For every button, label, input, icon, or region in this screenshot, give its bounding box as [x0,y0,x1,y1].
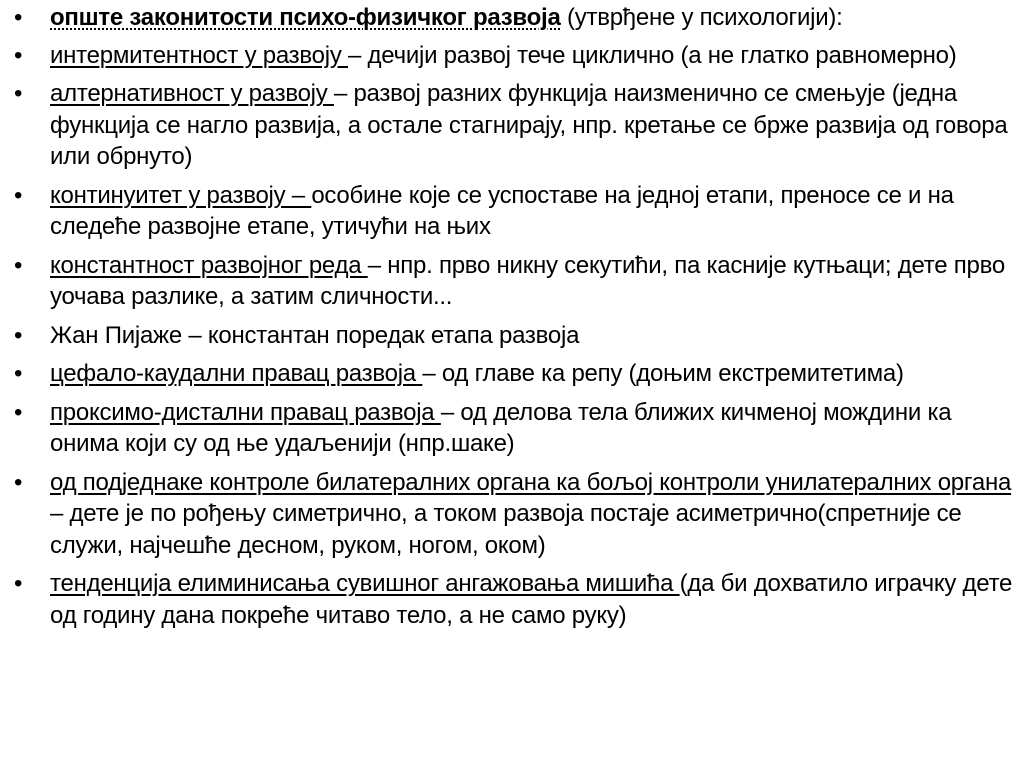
bullet-item-continuity [12,180,1020,243]
item-description: Жан Пијаже – константан поредак етапа развоја [50,321,580,349]
item-term: континуитет у развоју – [50,181,312,209]
bullet-icon: • [14,468,23,496]
item-description: – нпр. прво никну секутићи, па касније кутњаци; дете прво уочава разлике, а затим сличности... [50,251,1005,310]
item-description: – од делова тела ближих кичменој мождини ка онима који су од ње удаљенији (нпр.шаке) [50,398,952,457]
bullet-item-cephalocaudal [12,358,1020,390]
bullet-icon: • [14,80,23,107]
item-term: цефало-каудални правац развоја [50,360,423,387]
bullet-icon: • [14,321,23,349]
item-term: проксимо-дистални правац развоја [50,398,441,426]
bullet-icon: • [14,398,23,426]
bullet-item-alternation [12,78,1020,173]
bullet-item-constant-order [12,250,1020,313]
item-description: – дечији развој тече циклично (а не глатко равномерно) [348,41,957,69]
bullet-item-bilateral-control [12,467,1020,562]
item-term: интермитентност у развоју [50,41,348,69]
bullet-icon: • [14,181,23,209]
item-description: особине које се успоставе на једној етапи, преносе се и на следеће развојне етапе, утичући на њих [50,181,954,240]
bullet-icon: • [14,4,23,31]
bullet-item-piaget [12,320,1020,352]
item-term: опште законитости психо-физичког развоја [50,4,561,31]
item-term: тенденција елиминисања сувишног ангажовања мишића [50,570,680,597]
bullet-icon: • [14,41,23,69]
item-term: од подједнаке контроле билатералних органа ка бољој контроли унилатералних органа [50,468,1012,496]
item-description: – од главе ка репу (доњим екстремитетима) [422,360,904,387]
bullet-icon: • [14,570,23,597]
item-description: (да би дохватило играчку дете од годину дана покреће читаво тело, а не само руку) [50,570,1013,629]
item-description: (утврђене у психологији): [560,4,843,31]
bullet-icon: • [14,360,23,387]
bullet-item-proximodistal [12,397,1020,460]
bullet-list [12,2,1020,638]
item-description: – дете је по рођењу симетрично, а током развоја постаје асиметрично(спретније се служи, најчешће десном, руком, ногом, оком) [50,500,962,559]
bullet-item-muscle-elimination [12,568,1020,631]
bullet-icon: • [14,251,23,279]
bullet-item-intermittency [12,40,1020,72]
bullet-item-general-laws [12,2,1020,34]
item-term: константност развојног реда [50,251,368,279]
item-term: алтернативност у развоју [50,80,334,107]
item-description: – развој разних функција наизменично се смењује (једна функција се нагло развија, а остале стагнирају, нпр. кретање се брже развија од говора или обрнуто) [50,80,1008,170]
